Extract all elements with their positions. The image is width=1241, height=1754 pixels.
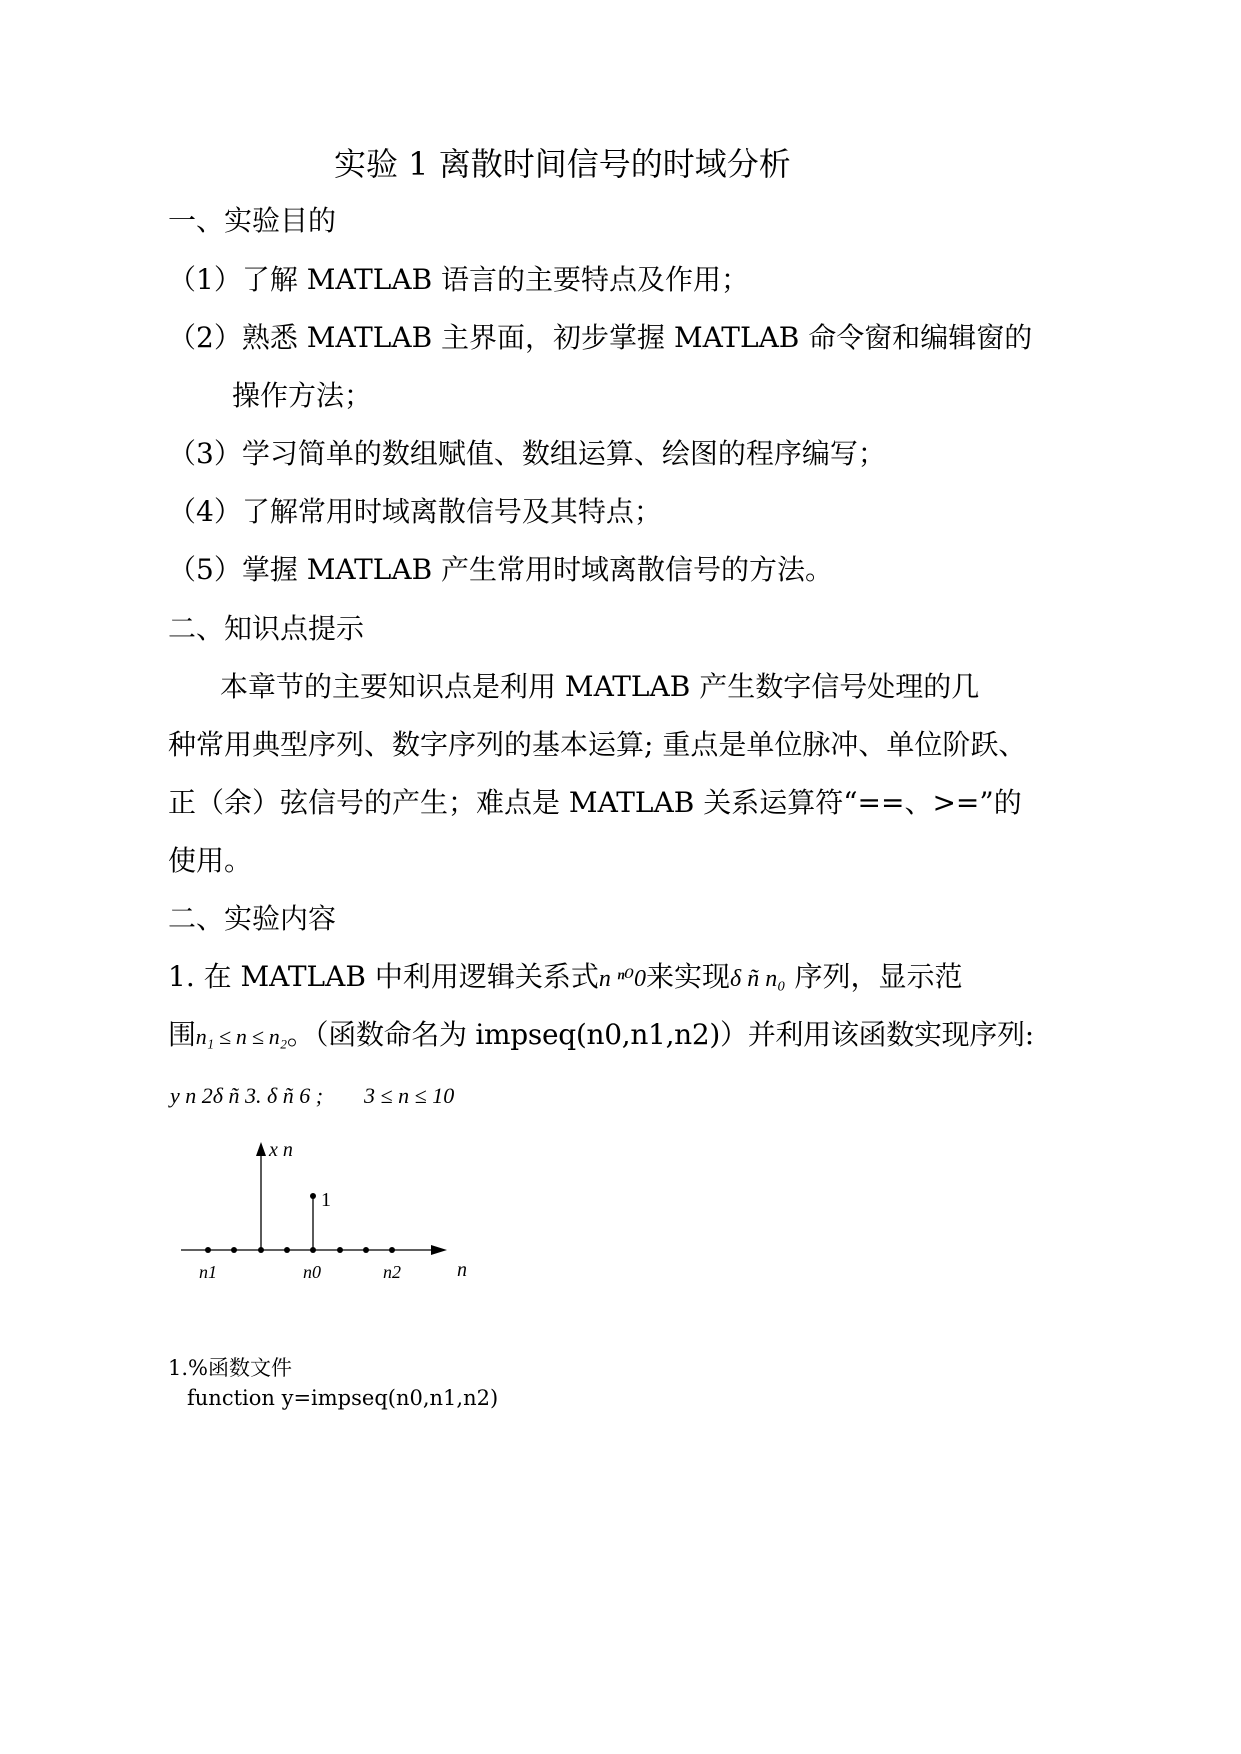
knowledge-para-line-2: 种常用典型序列、数字序列的基本运算; 重点是单位脉冲、单位阶跃、 — [168, 728, 1027, 761]
delta-sequence-formula: δ ñ n₀ — [730, 966, 786, 992]
code-function-line: function y=impseq(n0,n1,n2) — [187, 1386, 499, 1410]
x-axis-arrow — [431, 1245, 447, 1255]
page-title: 实验 1 离散时间信号的时域分析 — [334, 145, 791, 183]
task-line-2-text-b: 。（函数命名为 impseq(n0,n1,n2)）并利用该函数实现序列: — [286, 1018, 1034, 1051]
objective-item-1: （1）了解 MATLAB 语言的主要特点及作用； — [168, 263, 750, 296]
sample-point — [363, 1247, 369, 1253]
sequence-range-formula: 3 ≤ n ≤ 10 — [364, 1083, 455, 1108]
section-heading-objectives: 一、实验目的 — [168, 204, 337, 237]
objective-item-2: （2）熟悉 MATLAB 主界面，初步掌握 MATLAB 命令窗和编辑窗的 — [168, 321, 1033, 354]
impulse-condition-formula: n ⁿ⁰0 — [598, 966, 647, 992]
sample-point — [258, 1247, 264, 1253]
objective-item-5: （5）掌握 MATLAB 产生常用时域离散信号的方法。 — [168, 553, 834, 586]
objective-item-3: （3）学习简单的数组赋值、数组运算、绘图的程序编写； — [168, 437, 886, 470]
tick-label-n2: n2 — [383, 1262, 401, 1282]
sample-point — [205, 1247, 211, 1253]
impulse-sequence-figure — [175, 1138, 495, 1288]
task-line-3 — [170, 1078, 454, 1114]
y-axis-arrow — [256, 1142, 266, 1156]
task-line-2 — [168, 1017, 1034, 1055]
knowledge-para-line-3: 正（余）弦信号的产生；难点是 MATLAB 关系运算符“==、>=”的 — [168, 786, 1022, 819]
sample-point — [231, 1247, 237, 1253]
sample-point — [337, 1247, 343, 1253]
task-line-1-text-c: 序列，显示范 — [785, 960, 963, 993]
knowledge-para-line-1: 本章节的主要知识点是利用 MATLAB 产生数字信号处理的几 — [220, 670, 980, 703]
sample-point — [389, 1247, 395, 1253]
section-heading-knowledge: 二、知识点提示 — [168, 612, 365, 645]
range-formula: n₁ ≤ n ≤ n₂ — [195, 1024, 287, 1049]
task-line-1-text-a: 1. 在 MATLAB 中利用逻辑关系式 — [168, 960, 599, 993]
sequence-definition-formula: y n 2δ ñ 3. δ ñ 6 ; — [170, 1083, 324, 1108]
task-line-1 — [168, 959, 962, 997]
sample-point — [284, 1247, 290, 1253]
section-heading-content: 二、实验内容 — [168, 902, 337, 935]
task-line-1-text-b: 来实现 — [646, 960, 731, 993]
impulse-value-label: 1 — [321, 1189, 331, 1211]
y-axis-label: x n — [269, 1139, 293, 1161]
x-axis-label: n — [457, 1259, 467, 1281]
code-comment-line: 1.%函数文件 — [168, 1356, 292, 1380]
knowledge-para-line-4: 使用。 — [168, 844, 253, 877]
task-line-2-text-a: 围 — [168, 1018, 196, 1051]
tick-label-n0: n0 — [303, 1262, 321, 1282]
tick-label-n1: n1 — [199, 1262, 217, 1282]
objective-item-4: （4）了解常用时域离散信号及其特点； — [168, 495, 662, 528]
impulse-point — [310, 1193, 316, 1199]
sample-point — [310, 1247, 316, 1253]
objective-item-2-cont: 操作方法； — [232, 379, 373, 412]
